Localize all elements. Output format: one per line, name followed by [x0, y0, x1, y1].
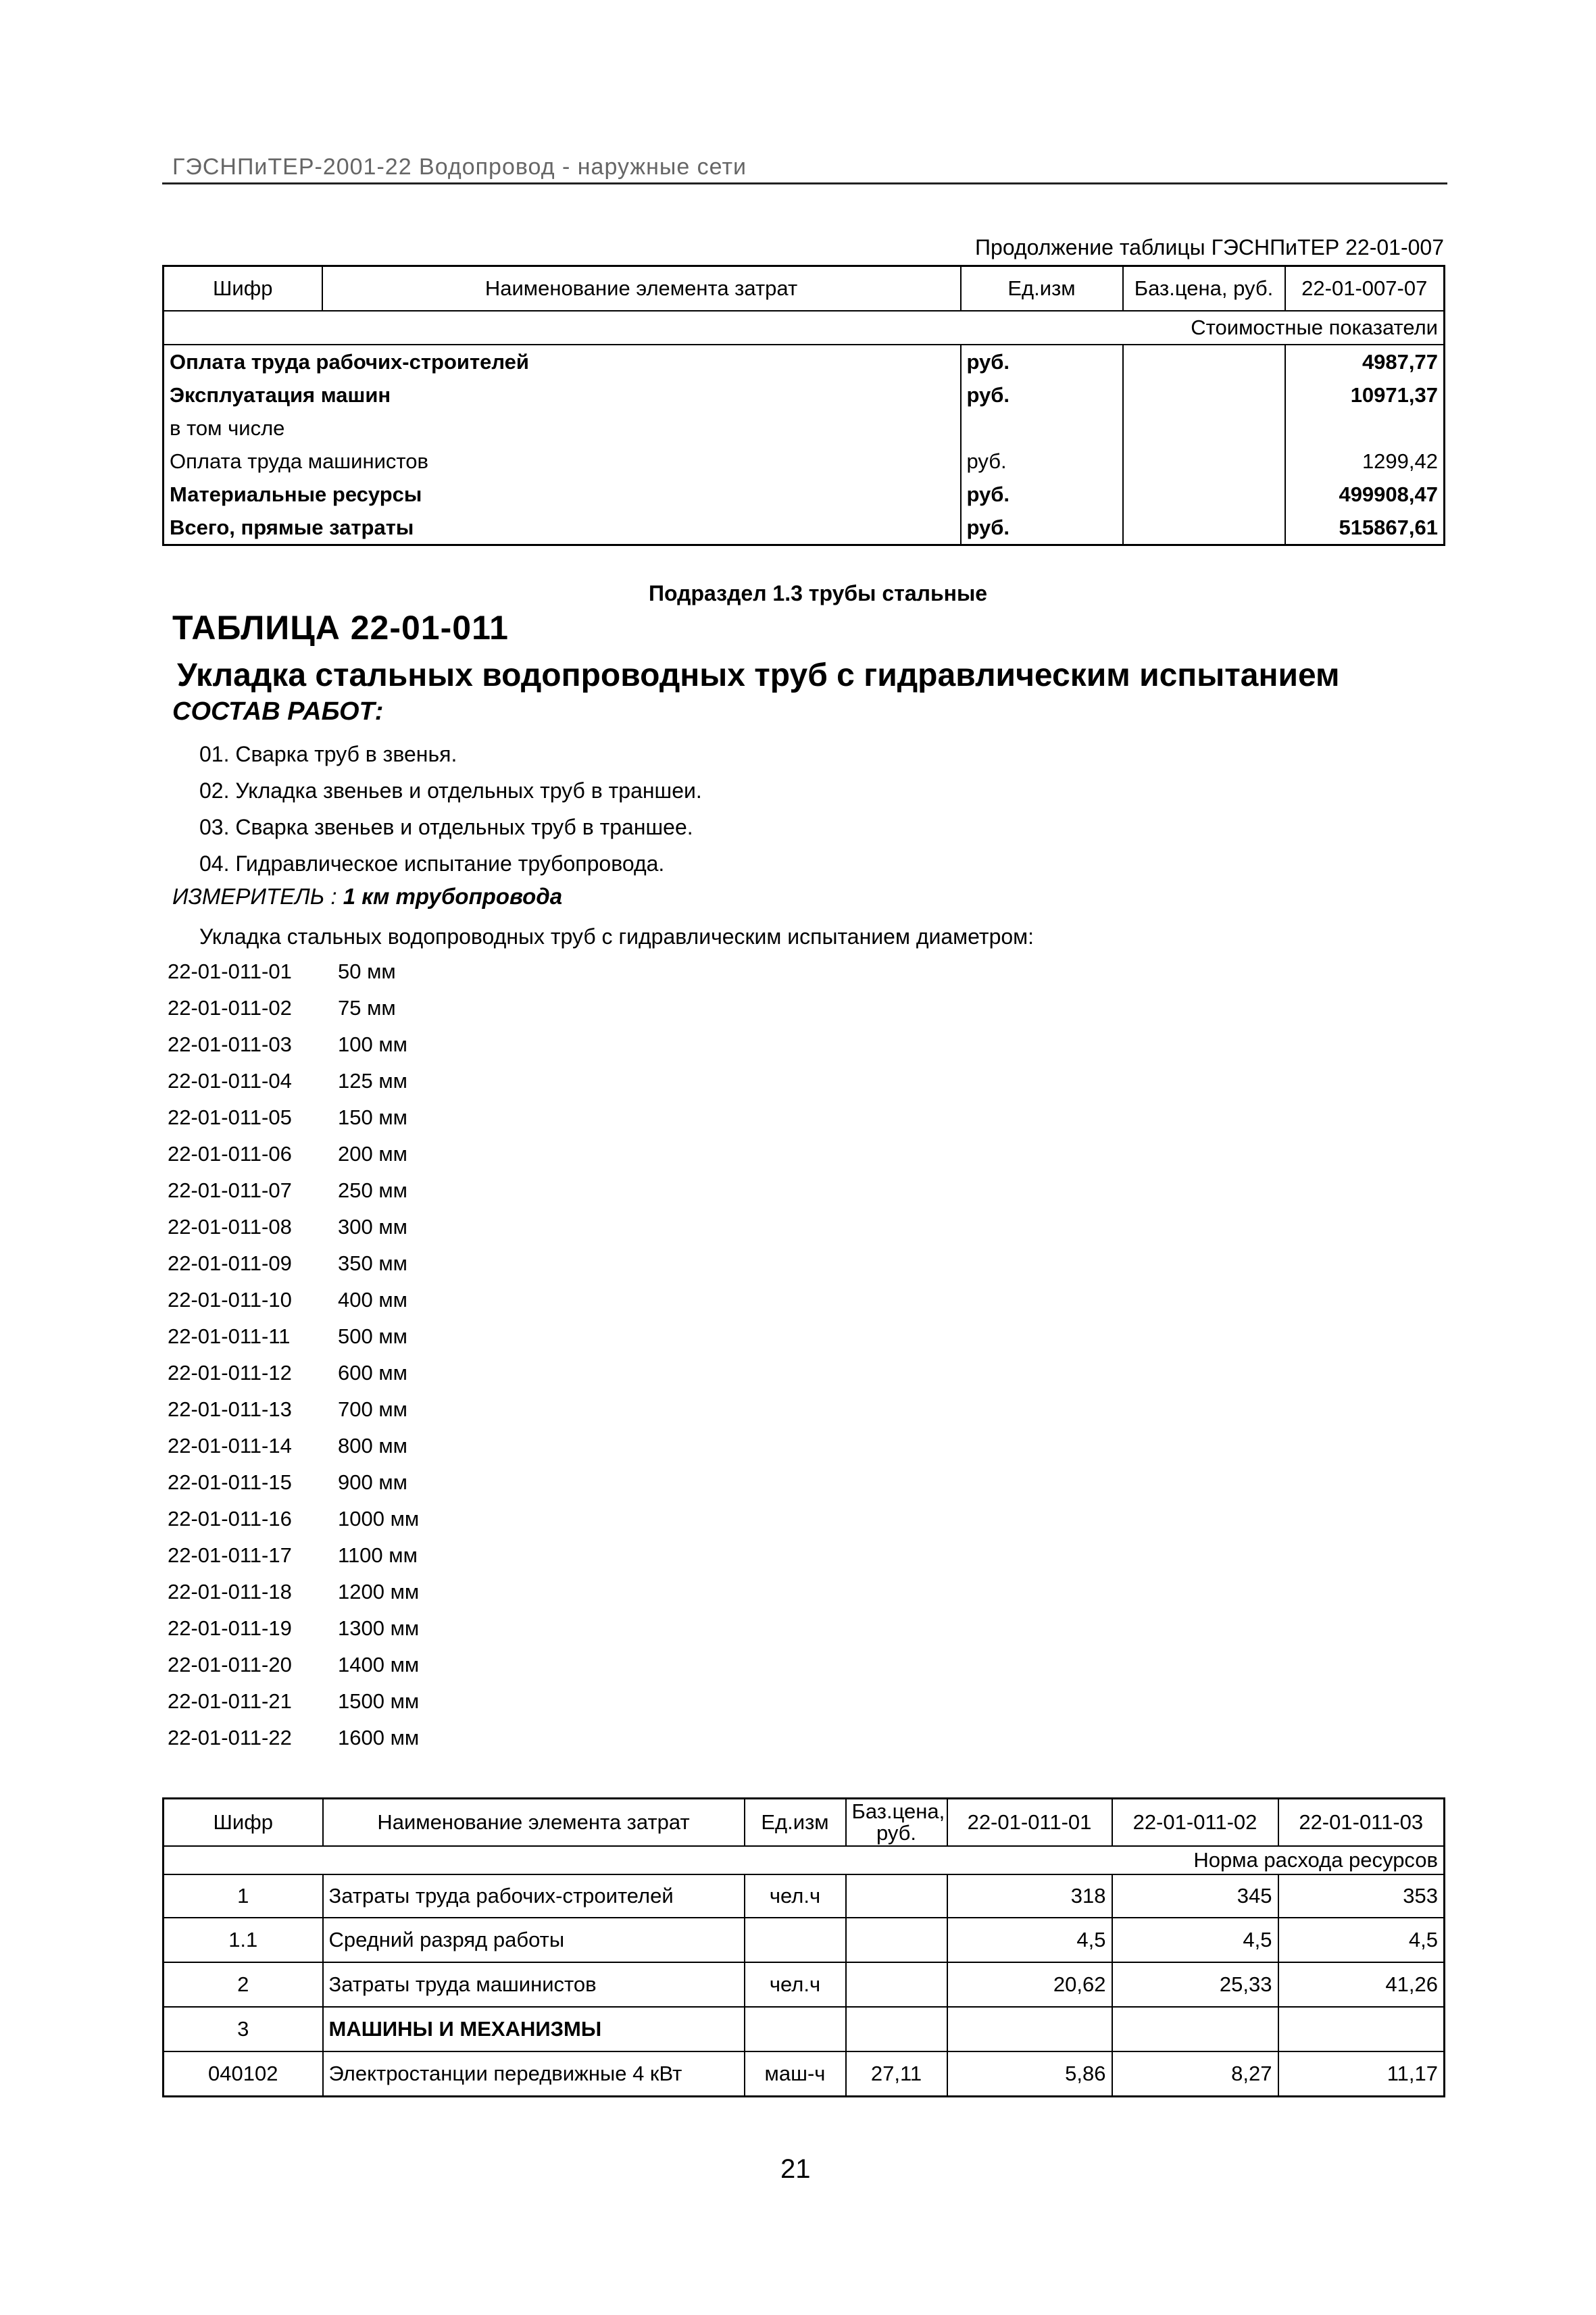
work-item: 02. Укладка звеньев и отдельных труб в траншеи.	[199, 778, 702, 803]
col-header-position: 22-01-007-07	[1285, 266, 1445, 312]
row-unit: чел.ч	[745, 1962, 846, 2007]
item-diameter: 1400 мм	[338, 1653, 420, 1676]
table-row	[164, 2007, 1445, 2051]
row-base-price	[846, 1874, 947, 1918]
col-header-base-price: Баз.цена, руб.	[1123, 266, 1285, 312]
row-value-1: 5,86	[947, 2051, 1112, 2097]
item-code: 22-01-011-07	[168, 1178, 292, 1202]
row-value-3: 11,17	[1278, 2051, 1445, 2097]
row-value-3: 41,26	[1278, 1962, 1445, 2007]
row-code: 1.1	[164, 1918, 323, 1962]
row-value-3	[1278, 2007, 1445, 2051]
row-base-price	[1123, 412, 1285, 445]
row-name: Всего, прямые затраты	[170, 515, 414, 539]
row-name: в том числе	[170, 416, 285, 440]
item-diameter: 125 мм	[338, 1069, 407, 1093]
row-name: Затраты труда рабочих-строителей	[323, 1874, 745, 1918]
row-value-2: 4,5	[1112, 1918, 1278, 1962]
work-item: 01. Сварка труб в звенья.	[199, 742, 457, 766]
work-item: 03. Сварка звеньев и отдельных труб в траншее.	[199, 815, 693, 839]
row-unit: чел.ч	[745, 1874, 846, 1918]
table-row	[164, 478, 1445, 511]
row-value-2: 8,27	[1112, 2051, 1278, 2097]
row-unit: маш-ч	[745, 2051, 846, 2097]
row-code: 040102	[164, 2051, 323, 2097]
page-number: 21	[780, 2154, 811, 2184]
row-value-1: 20,62	[947, 1962, 1112, 2007]
col-header-code: Шифр	[164, 266, 322, 312]
row-value-2	[1112, 2007, 1278, 2051]
work-item: 04. Гидравлическое испытание трубопровода.	[199, 851, 665, 876]
item-diameter: 1000 мм	[338, 1507, 420, 1530]
section-caption: Подраздел 1.3 трубы стальные	[649, 581, 988, 605]
row-base-price	[846, 1918, 947, 1962]
item-diameter: 250 мм	[338, 1178, 407, 1202]
col-header-position-1: 22-01-011-01	[947, 1799, 1112, 1847]
row-name: Затраты труда машинистов	[323, 1962, 745, 2007]
row-value: 515867,61	[1285, 511, 1445, 545]
row-base-price	[1123, 478, 1285, 511]
item-diameter: 700 мм	[338, 1397, 407, 1421]
row-code: 3	[164, 2007, 323, 2051]
item-diameter: 1100 мм	[338, 1543, 418, 1567]
col-header-position-2: 22-01-011-02	[1112, 1799, 1278, 1847]
item-diameter: 1300 мм	[338, 1616, 420, 1640]
table-row	[164, 2051, 1445, 2097]
work-composition-title: СОСТАВ РАБОТ:	[172, 697, 384, 726]
row-name: Оплата труда рабочих-строителей	[170, 349, 529, 374]
item-diameter: 350 мм	[338, 1251, 407, 1275]
table-row	[164, 345, 1445, 378]
item-code: 22-01-011-10	[168, 1288, 292, 1312]
measure-unit	[172, 884, 562, 910]
item-code: 22-01-011-08	[168, 1215, 292, 1239]
col-header-unit: Ед.изм	[745, 1799, 846, 1847]
item-diameter: 1600 мм	[338, 1726, 420, 1749]
item-code: 22-01-011-14	[168, 1434, 292, 1458]
row-value-2: 345	[1112, 1874, 1278, 1918]
row-unit: руб.	[961, 478, 1123, 511]
row-unit	[745, 1918, 846, 1962]
row-value: 4987,77	[1285, 345, 1445, 378]
item-code: 22-01-011-16	[168, 1507, 292, 1530]
row-name: Эксплуатация машин	[170, 382, 391, 407]
table-row	[164, 412, 1445, 445]
row-name: Средний разряд работы	[323, 1918, 745, 1962]
item-code: 22-01-011-15	[168, 1470, 292, 1494]
table-row	[164, 1962, 1445, 2007]
row-unit: руб.	[961, 445, 1123, 478]
measure-label: ИЗМЕРИТЕЛЬ :	[172, 884, 343, 909]
row-value-3: 4,5	[1278, 1918, 1445, 1962]
row-base-price	[846, 2007, 947, 2051]
table-row	[164, 1918, 1445, 1962]
item-code: 22-01-011-19	[168, 1616, 292, 1640]
row-name: МАШИНЫ И МЕХАНИЗМЫ	[323, 2007, 745, 2051]
col-header-unit: Ед.изм	[961, 266, 1123, 312]
item-diameter: 100 мм	[338, 1032, 407, 1056]
row-value: 499908,47	[1285, 478, 1445, 511]
row-value-1: 4,5	[947, 1918, 1112, 1962]
item-code: 22-01-011-20	[168, 1653, 292, 1676]
item-diameter: 200 мм	[338, 1142, 407, 1166]
row-value: 1299,42	[1285, 445, 1445, 478]
row-name: Оплата труда машинистов	[170, 449, 428, 473]
item-code: 22-01-011-18	[168, 1580, 292, 1603]
row-name: Электростанции передвижные 4 кВт	[323, 2051, 745, 2097]
item-code: 22-01-011-11	[168, 1324, 291, 1348]
row-base-price	[1123, 345, 1285, 378]
item-diameter: 300 мм	[338, 1215, 407, 1239]
subheader-resource-norm: Норма расхода ресурсов	[164, 1846, 1445, 1874]
col-header-position-3: 22-01-011-03	[1278, 1799, 1445, 1847]
item-diameter: 50 мм	[338, 960, 396, 983]
resource-table-header	[164, 1799, 1445, 1847]
running-header: ГЭСНПиТЕР-2001-22 Водопровод - наружные сети	[172, 154, 747, 180]
cost-table	[162, 265, 1445, 546]
subheader-cost-indicators: Стоимостные показатели	[164, 311, 1445, 345]
table-row	[164, 1874, 1445, 1918]
item-diameter: 75 мм	[338, 996, 396, 1020]
item-code: 22-01-011-01	[168, 960, 292, 983]
row-value-1	[947, 2007, 1112, 2051]
table-row	[164, 378, 1445, 412]
table-title: ТАБЛИЦА 22-01-011	[172, 609, 509, 647]
resource-table-subheader	[164, 1846, 1445, 1874]
row-value-2: 25,33	[1112, 1962, 1278, 2007]
item-code: 22-01-011-21	[168, 1689, 292, 1713]
cost-table-header	[164, 266, 1445, 312]
item-code: 22-01-011-03	[168, 1032, 292, 1056]
cost-table-subheader	[164, 311, 1445, 345]
item-code: 22-01-011-04	[168, 1069, 292, 1093]
row-unit: руб.	[961, 378, 1123, 412]
row-base-price	[1123, 445, 1285, 478]
row-value: 10971,37	[1285, 378, 1445, 412]
item-code: 22-01-011-12	[168, 1361, 292, 1385]
row-base-price	[846, 1962, 947, 2007]
item-diameter: 600 мм	[338, 1361, 407, 1385]
item-code: 22-01-011-13	[168, 1397, 292, 1421]
row-name: Материальные ресурсы	[170, 482, 422, 506]
item-diameter: 800 мм	[338, 1434, 407, 1458]
item-diameter: 1200 мм	[338, 1580, 420, 1603]
item-code: 22-01-011-09	[168, 1251, 292, 1275]
measure-value: 1 км трубопровода	[343, 884, 563, 909]
row-base-price	[1123, 378, 1285, 412]
col-header-name: Наименование элемента затрат	[323, 1799, 745, 1847]
item-diameter: 500 мм	[338, 1324, 407, 1348]
header-rule	[162, 182, 1447, 184]
row-unit	[745, 2007, 846, 2051]
item-code: 22-01-011-05	[168, 1105, 292, 1129]
row-code: 2	[164, 1962, 323, 2007]
continuation-caption: Продолжение таблицы ГЭСНПиТЕР 22-01-007	[975, 235, 1444, 259]
row-value-1: 318	[947, 1874, 1112, 1918]
row-unit	[961, 412, 1123, 445]
col-header-base-price: Баз.цена, руб.	[846, 1799, 947, 1847]
row-base-price	[1123, 511, 1285, 545]
item-code: 22-01-011-17	[168, 1543, 292, 1567]
item-diameter: 150 мм	[338, 1105, 407, 1129]
row-unit: руб.	[961, 345, 1123, 378]
diameter-intro: Укладка стальных водопроводных труб с гидравлическим испытанием диаметром:	[199, 924, 1034, 949]
item-diameter: 900 мм	[338, 1470, 407, 1494]
row-code: 1	[164, 1874, 323, 1918]
item-code: 22-01-011-02	[168, 996, 292, 1020]
item-code: 22-01-011-06	[168, 1142, 292, 1166]
row-value-3: 353	[1278, 1874, 1445, 1918]
table-row	[164, 445, 1445, 478]
row-value	[1285, 412, 1445, 445]
item-diameter: 1500 мм	[338, 1689, 420, 1713]
row-base-price: 27,11	[846, 2051, 947, 2097]
col-header-name: Наименование элемента затрат	[322, 266, 961, 312]
col-header-code: Шифр	[164, 1799, 323, 1847]
table-subtitle: Укладка стальных водопроводных труб с гидравлическим испытанием	[177, 657, 1340, 693]
item-code: 22-01-011-22	[168, 1726, 292, 1749]
table-row	[164, 511, 1445, 545]
row-unit: руб.	[961, 511, 1123, 545]
item-diameter: 400 мм	[338, 1288, 407, 1312]
resource-table	[162, 1797, 1445, 2097]
